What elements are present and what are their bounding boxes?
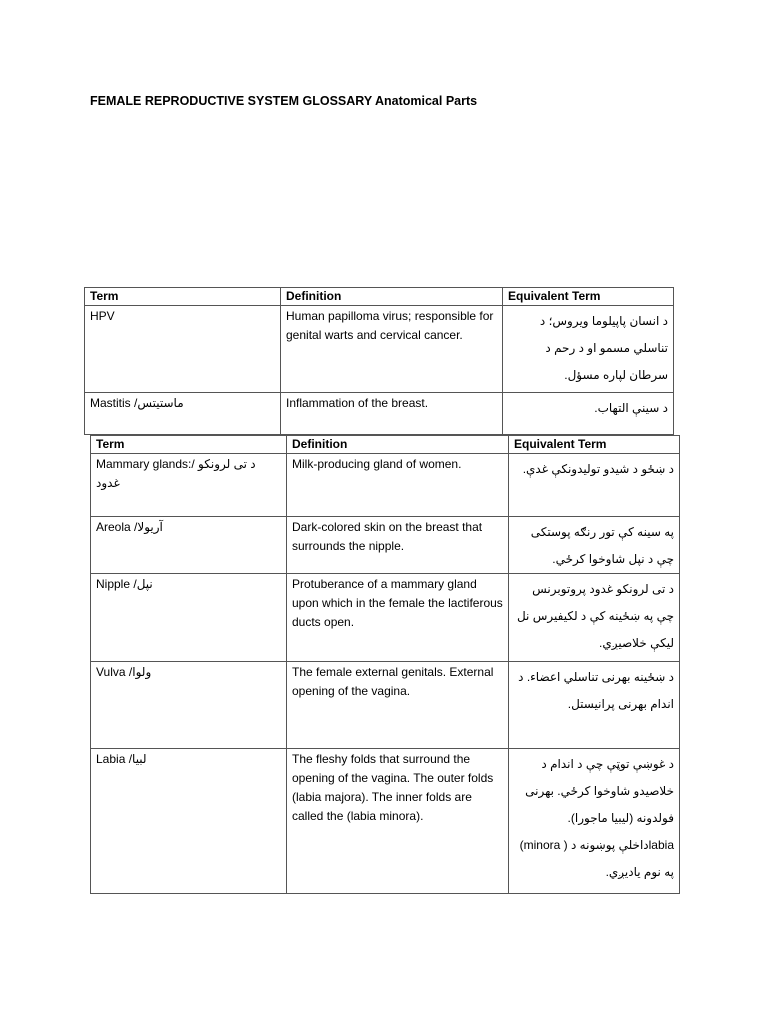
document-title: FEMALE REPRODUCTIVE SYSTEM GLOSSARY Anatomical Parts xyxy=(90,94,478,108)
table-row xyxy=(85,393,674,435)
definition-cell: Inflammation of the breast. xyxy=(281,393,503,435)
definition-cell: Human papilloma virus; responsible for genital warts and cervical cancer. xyxy=(281,306,503,393)
table-row xyxy=(91,574,680,662)
definition-cell: The female external genitals. External opening of the vagina. xyxy=(287,662,509,749)
term-cell: Areola /آریولا xyxy=(91,517,287,574)
header-term: Term xyxy=(91,436,287,454)
definition-cell: Protuberance of a mammary gland upon which in the female the lactiferous ducts open. xyxy=(287,574,509,662)
equivalent-term-cell: د تی لرونکو غدود پروتوبرنس چې په ښځینه کې د لکیفیرس نل لیکې خلاصیږي. xyxy=(509,574,680,662)
equivalent-term-cell: د سینې التهاب. xyxy=(503,393,674,435)
table-header-row xyxy=(91,436,680,454)
equivalent-term-cell: د غوښې توټې چې د اندام د خلاصیدو شاوخوا کرځي. بهرنی فولدونه (لیبیا ماجورا). labiaداخلې پوښونه د ( minora) په نوم یادیږي. xyxy=(509,749,680,894)
glossary-table-2 xyxy=(90,435,680,894)
term-cell: Vulva /ولوا xyxy=(91,662,287,749)
term-cell: HPV xyxy=(85,306,281,393)
definition-cell: The fleshy folds that surround the opening of the vagina. The outer folds (labia majora). The inner folds are called the (labia minora). xyxy=(287,749,509,894)
table-row xyxy=(91,454,680,517)
header-definition: Definition xyxy=(281,288,503,306)
term-cell: Labia /لبیا xyxy=(91,749,287,894)
term-cell: Mastitis /ماستیتس xyxy=(85,393,281,435)
term-cell: Mammary glands:/ د تی لرونکو غدود xyxy=(91,454,287,517)
header-term: Term xyxy=(85,288,281,306)
table-row xyxy=(91,517,680,574)
table-row xyxy=(91,749,680,894)
header-equivalent-term: Equivalent Term xyxy=(503,288,674,306)
term-cell: Nipple /نپل xyxy=(91,574,287,662)
equivalent-term-cell: په سینه کې تور رنګه پوستکی چې د نپل شاوخوا کرځي. xyxy=(509,517,680,574)
table-header-row xyxy=(85,288,674,306)
equivalent-term-cell: د ښځینه بهرنی تناسلي اعضاء. د اندام بهرنی پرانیستل. xyxy=(509,662,680,749)
equivalent-term-cell: د انسان پاپیلوما ویروس؛ د تناسلي مسمو او د رحم د سرطان لپاره مسؤل. xyxy=(503,306,674,393)
header-definition: Definition xyxy=(287,436,509,454)
definition-cell: Milk-producing gland of women. xyxy=(287,454,509,517)
header-equivalent-term: Equivalent Term xyxy=(509,436,680,454)
table-row xyxy=(91,662,680,749)
equivalent-term-cell: د ښځو د شیدو تولیدونکې غدې. xyxy=(509,454,680,517)
table-row xyxy=(85,306,674,393)
definition-cell: Dark-colored skin on the breast that surrounds the nipple. xyxy=(287,517,509,574)
glossary-table-1 xyxy=(84,287,674,435)
